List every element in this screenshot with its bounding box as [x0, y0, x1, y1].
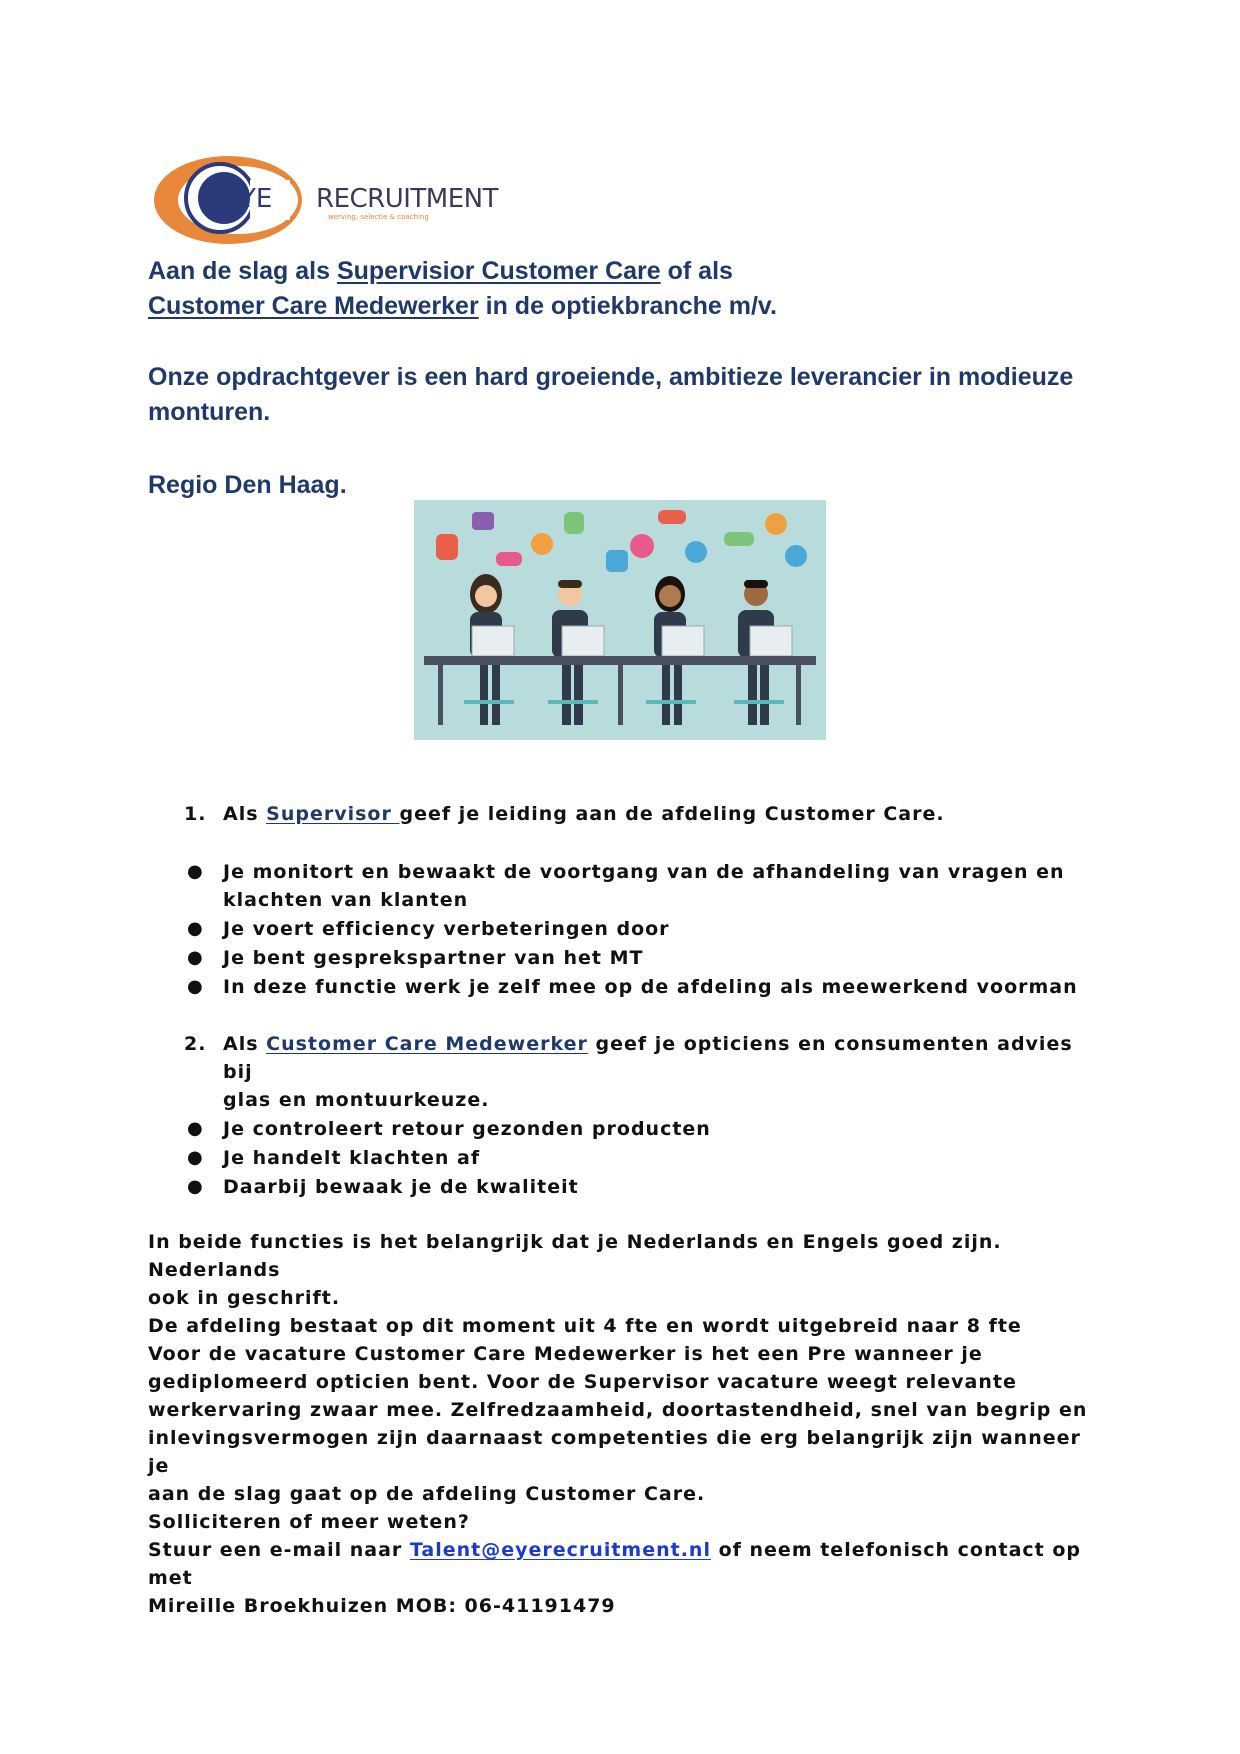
list-item: Je monitort en bewaakt de voortgang van de afhandeling van vragen en klachten van klanten: [223, 861, 1065, 911]
bullet-icon: ●: [187, 1118, 204, 1139]
logo-tagline: werving, selectie & coaching: [328, 213, 429, 221]
client-description: [148, 360, 1148, 430]
list-item: Daarbij bewaak je de kwaliteit: [223, 1176, 579, 1198]
bullet-icon: ●: [187, 918, 204, 939]
heading-text: of als: [660, 257, 733, 285]
heading-text: in de optiekbranche m/v.: [478, 292, 777, 320]
medewerker-title-link[interactable]: Customer Care Medewerker: [148, 292, 479, 320]
language-requirement-paragraph: In beide functies is het belangrijk dat je Nederlands en Engels goed zijn. Nederlands ook in geschrift.: [148, 1231, 1002, 1309]
client-line: Onze opdrachtgever is een hard groeiende, ambitieze leverancier in modieuze: [148, 363, 1074, 391]
list-item: Je handelt klachten af: [223, 1147, 481, 1169]
list-item: Als Supervisor geef je leiding aan de afdeling Customer Care.: [223, 803, 945, 825]
logo-brand-text: RECRUITMENT: [316, 184, 498, 214]
list-item: Als Customer Care Medewerker geef je opticiens en consumenten advies bij glas en montuurkeuze.: [223, 1033, 1073, 1111]
logo-ye-text: YE: [240, 184, 273, 214]
list-item: In deze functie werk je zelf mee op de afdeling als meewerkend voorman: [223, 976, 1078, 998]
bullet-icon: ●: [187, 976, 204, 997]
supervisor-link[interactable]: Supervisor: [266, 803, 400, 825]
client-line: monturen.: [148, 398, 271, 426]
department-paragraph: De afdeling bestaat op dit moment uit 4 fte en wordt uitgebreid naar 8 fte Voor de vacature Customer Care Medewerker is het een Pre wanneer je gediplomeerd opticien bent. Voor de Supervisor vacature weegt relevante werkervaring zwaar mee. Zelfredzaamheid, doortastendheid, snel van begrip en inlevingsvermogen zijn daarnaast competenties die erg belangrijk zijn wanneer je aan de slag gaat op de afdeling Customer Care.: [148, 1315, 1088, 1505]
bullet-icon: ●: [187, 1147, 204, 1168]
list-item: Je controleert retour gezonden producten: [223, 1118, 711, 1140]
customer-care-team-illustration: [414, 500, 826, 740]
medewerker-link[interactable]: Customer Care Medewerker: [266, 1033, 588, 1055]
region-text: Regio Den Haag.: [148, 471, 347, 499]
contact-paragraph: Solliciteren of meer weten? Stuur een e-mail naar Talent@eyerecruitment.nl of neem telefonisch contact op met Mireille Broekhuizen MOB: 06-41191479: [148, 1511, 1082, 1617]
list-number: 1.: [184, 803, 207, 825]
heading-text: Aan de slag als: [148, 257, 337, 285]
list-item: Je bent gesprekspartner van het MT: [223, 947, 644, 969]
bullet-icon: ●: [187, 861, 204, 882]
bullet-icon: ●: [187, 1176, 204, 1197]
list-number: 2.: [184, 1033, 207, 1055]
job-title-heading: [148, 254, 777, 324]
bullet-icon: ●: [187, 947, 204, 968]
supervisor-title-link[interactable]: Supervisior Customer Care: [336, 257, 661, 285]
list-item: Je voert efficiency verbeteringen door: [223, 918, 670, 940]
email-link[interactable]: Talent@eyerecruitment.nl: [409, 1539, 711, 1561]
